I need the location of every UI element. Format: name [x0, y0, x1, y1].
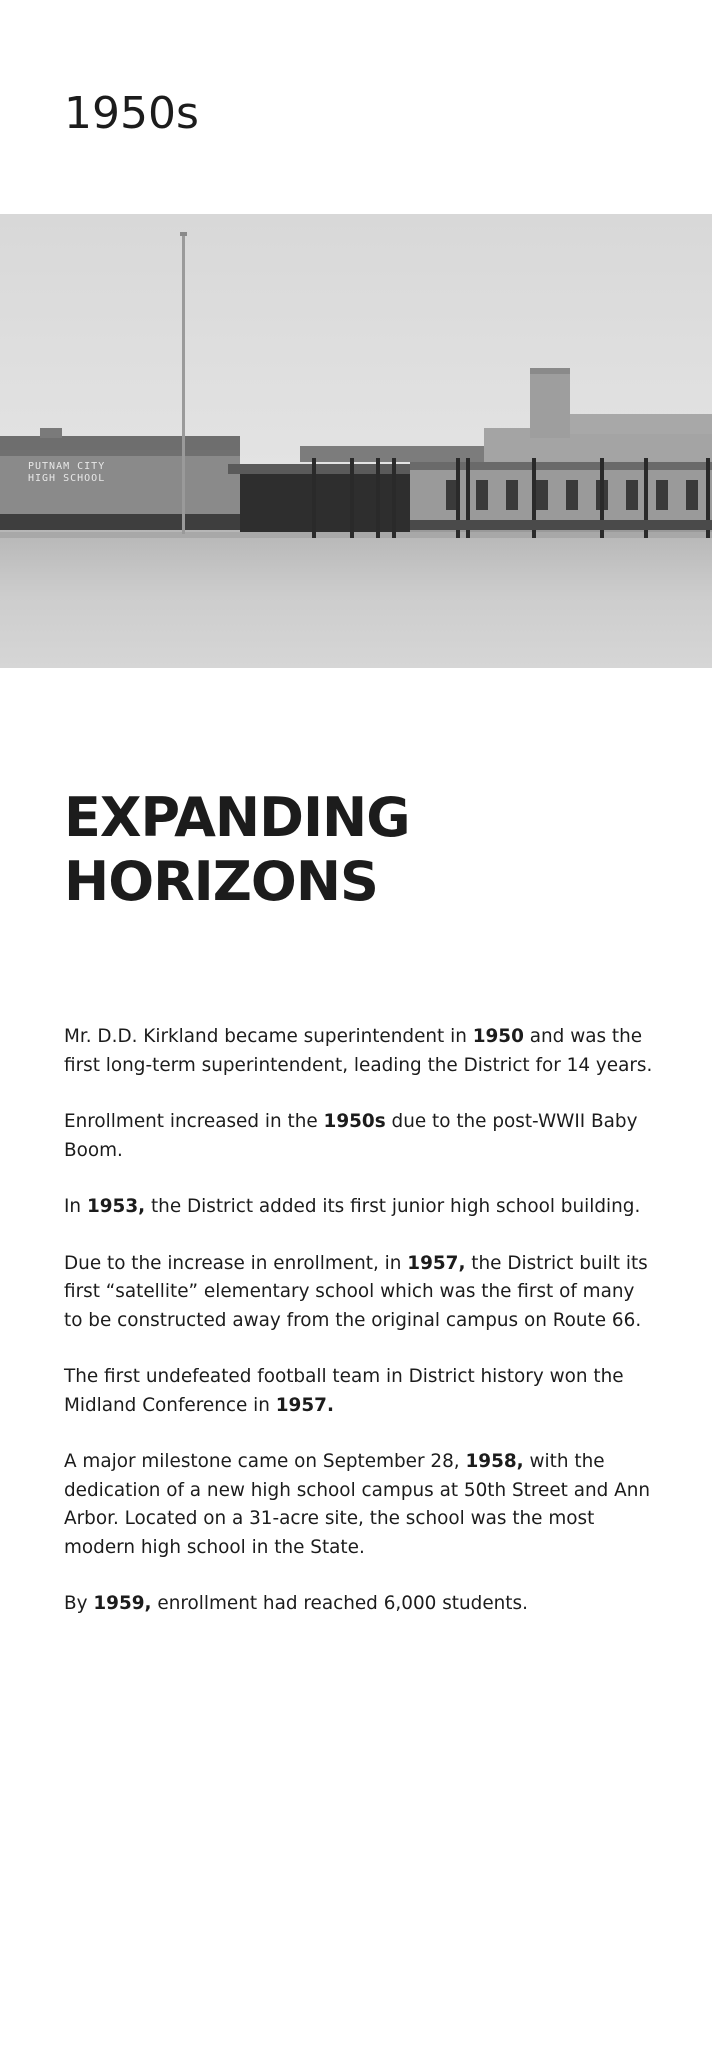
paragraph-text: By [64, 1593, 94, 1614]
paragraph-text: the District built its first “satellite” elementary school which was the first of many to be constructed away from the original campus on Route 66. [64, 1252, 648, 1331]
building-sign-line1: PUTNAM CITY [28, 461, 106, 472]
paragraph-text: enrollment had reached 6,000 students. [151, 1593, 528, 1614]
paragraph-text: In [64, 1196, 87, 1217]
paragraph-text: Mr. D.D. Kirkland became superintendent in [64, 1026, 473, 1047]
section-headline [64, 786, 664, 914]
paragraph-year: 1950s [323, 1111, 386, 1132]
paragraph-text: and was the first long-term superintendent, leading the District for 14 years. [64, 1026, 653, 1076]
paragraph-year: 1950 [472, 1026, 524, 1047]
paragraph-text: A major milestone came on September 28, [64, 1451, 466, 1472]
headline-line-2: HORIZONS [64, 850, 378, 913]
paragraph-year: 1958, [465, 1451, 524, 1472]
paragraph-satellite-school [64, 1250, 654, 1336]
paragraph-enrollment [64, 1108, 654, 1165]
decade-title: 1950s [64, 88, 199, 139]
historic-school-photo [0, 214, 712, 668]
paragraph-text: the District added its first junior high school building. [145, 1196, 641, 1217]
paragraph-new-campus [64, 1448, 654, 1562]
paragraph-year: 1957, [407, 1252, 466, 1274]
paragraph-text: Enrollment increased in the [64, 1111, 324, 1132]
school-building-illustration [0, 214, 712, 668]
paragraph-year: 1959, [93, 1593, 152, 1614]
paragraph-year: 1957. [275, 1394, 334, 1416]
building-sign-line2: HIGH SCHOOL [28, 473, 106, 484]
paragraph-year: 1953, [86, 1196, 146, 1217]
paragraph-text: Due to the increase in enrollment, in [64, 1252, 408, 1274]
paragraph-text: The first undefeated football team in District history won the Midland Conference in [64, 1366, 624, 1416]
history-body [64, 1023, 654, 1647]
paragraph-enrollment-1959 [64, 1590, 654, 1619]
paragraph-football [64, 1363, 654, 1420]
paragraph-junior-high [64, 1193, 654, 1222]
paragraph-text: due to the post-WWII Baby Boom. [64, 1111, 638, 1161]
paragraph-text: with the dedication of a new high school campus at 50th Street and Ann Arbor. Located on a 31-acre site, the school was the most modern high school in the State. [64, 1451, 651, 1558]
paragraph-kirkland [64, 1023, 654, 1080]
headline-line-1: EXPANDING [64, 786, 410, 849]
